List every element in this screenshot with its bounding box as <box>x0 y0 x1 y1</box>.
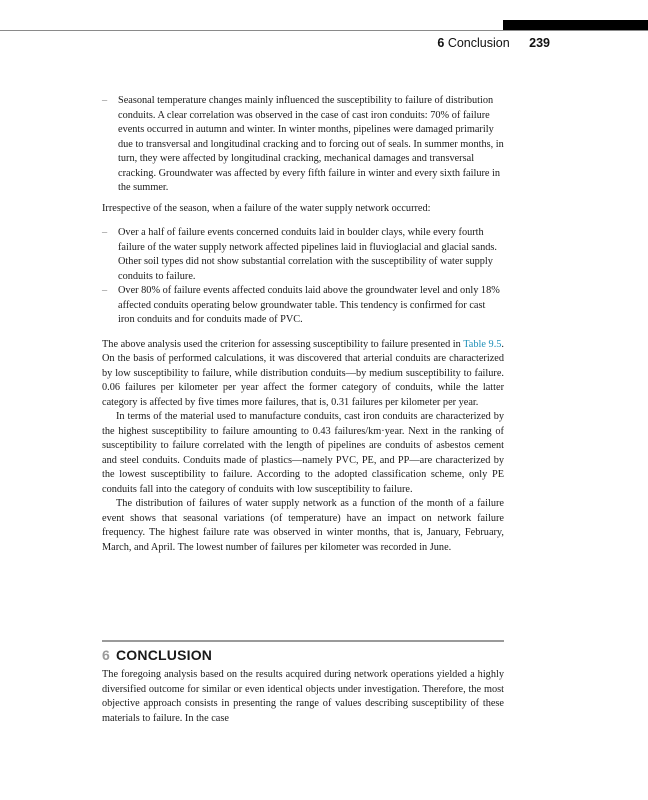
material-paragraph: In terms of the material used to manufacture conduits, cast iron conduits are characterized by the highest susceptibility to failure amounting to 0.43 failures/km·year. Next in the ranking of susceptibility to failure correlated with the length of pipelines are conduits of asbestos cement and steel conduits. Conduits made of plastics—namely PVC, PE, and PP—are characterized by the lowest susceptibility to failure. According to the adopted classification scheme, only PE conduits fall into the category of conduits with low susceptibility to failure. <box>102 411 504 495</box>
header-rule <box>0 30 648 31</box>
section-title: CONCLUSION <box>116 647 213 663</box>
section-number: 6 <box>102 647 110 663</box>
conclusion-paragraph <box>102 668 504 726</box>
seasonal-list <box>102 94 504 196</box>
chapter-number: 6 <box>437 36 445 50</box>
list-item: – Seasonal temperature changes mainly influenced the susceptibility to failure of distribution conduits. A clear correlation was observed in the case of cast iron conduits: 70% of failure events occurred in autumn and winter. In winter months, pipelines were damaged primarily due to transversal and longitudinal cracking and to forcing out of seals. In summer months, in turn, they were affected by longitudinal cracking, mechanical damages and transversal cracking. Groundwater was affected by every fifth failure in winter and every sixth failure in the summer. <box>102 94 504 196</box>
running-head <box>437 36 550 50</box>
body-text <box>102 94 504 555</box>
season-intro: Irrespective of the season, when a failure of the water supply network occurred: <box>102 202 431 214</box>
page-number: 239 <box>529 36 550 50</box>
section-rule <box>102 640 504 642</box>
analysis-text-end: . On the basis of performed calculations, it was discovered that arterial conduits are characterized by low susceptibility to failure, while distribution conduits—by medium susceptibility to failure. 0.06 failures per kilometer per year affect the former category of conduits, while the latter category is affected by five times more failures, that is, 0.31 failures per kilometer per year. <box>102 338 504 408</box>
analysis-text-start: The above analysis used the criterion for assessing susceptibility to failure presented in <box>102 338 464 350</box>
analysis-paragraph <box>102 338 504 411</box>
table-reference-link[interactable]: Table 9.5 <box>463 338 502 350</box>
list-item: – Over 80% of failure events affected conduits laid above the groundwater level and only 18% affected conduits operating below groundwater table. This tendency is confirmed for cast iron conduits and for conduits made of PVC. <box>102 284 504 328</box>
section-heading <box>102 647 212 663</box>
chapter-title: Conclusion <box>447 36 510 50</box>
conclusion-text: The foregoing analysis based on the results acquired during network operations yielded a highly diversified outcome for similar or even identical objects under investigation. Therefore, the most objective approach consists in presenting the range of values describing susceptibility of these materials to failure. In the case <box>102 669 504 724</box>
list-item: – Over a half of failure events concerned conduits laid in boulder clays, while every fourth failure of the water supply network affected pipelines laid in fluvioglacial and glacial sands. Other soil types did not show substantial correlation with the susceptibility of water supply conduits to failure. <box>102 226 504 284</box>
distribution-paragraph: The distribution of failures of water supply network as a function of the month of a failure event shows that seasonal variations (of temperature) have an impact on network failure frequency. The highest failure rate was observed in winter months, that is, January, February, March, and April. The lowest number of failures per kilometer was recorded in June. <box>102 498 504 553</box>
failure-list <box>102 226 504 328</box>
